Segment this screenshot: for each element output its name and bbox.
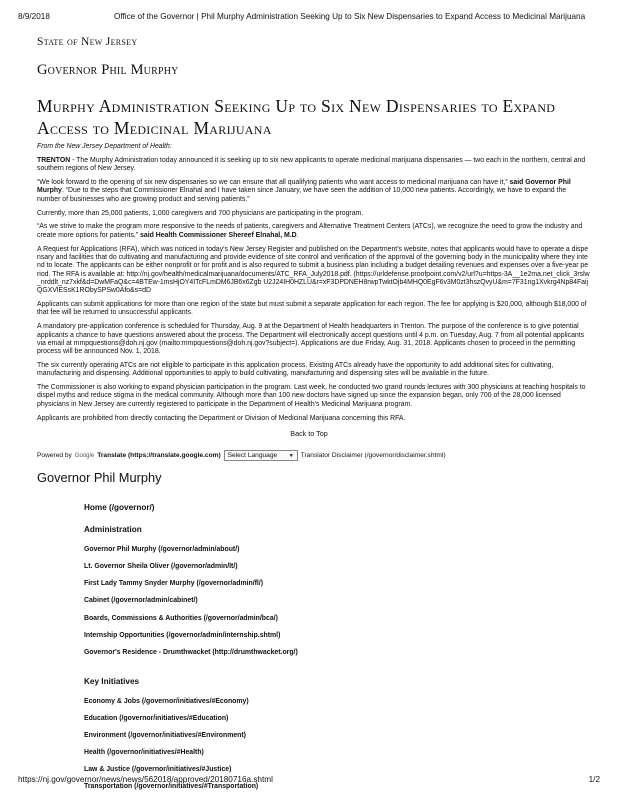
article-headline: Murphy Administration Seeking Up to Six New Dispensaries to Expand Access to Medicinal Marijuana [37,96,556,138]
quote-text: “As we strive to make the program more responsive to the needs of patients, caregivers and Alternative Treatment Centers (ATCs), we recognize the need to grow the industry and create more options for patients,” [37,223,583,239]
nav-admin-item[interactable]: Governor's Residence - Drumthwacket (http://drumthwacket.org/) [84,649,298,656]
quote-attribution: said Governor Phil Murphy [37,179,571,195]
translate-bar [37,450,590,461]
article-paragraph-1 [37,157,590,174]
paragraph-text: - The Murphy Administration today announced it is seeking up to six new applicants to operate medicinal marijuana dispensaries — two each in the northern, central and southern regions of New Jersey. [37,156,586,173]
print-header [18,12,600,21]
state-of-new-jersey-link[interactable]: State of New Jersey [37,36,138,48]
article-body [37,143,590,429]
article-paragraph-4 [37,223,590,240]
article-paragraph-8: The six currently operating ATCs are not eligible to participate in this application process. Existing ATCs already have the opportunity to add additional sites for cultivating, manufacturing and dispensing. Additional opportunities to apply to build cultivating, manufacturing and dispensing sites will be available in the future. [37,361,554,378]
print-title: Office of the Governor | Phil Murphy Administration Seeking Up to Six New Dispensaries to Expand Access to Medicinal Marijuana [114,12,586,21]
nav-admin-item[interactable]: Lt. Governor Sheila Oliver (/governor/admin/lt/) [84,563,238,570]
page-number: 1/2 [588,775,600,784]
nav-admin-item[interactable]: Governor Phil Murphy (/governor/admin/about/) [84,546,240,553]
nav-administration-heading: Administration [84,525,142,534]
article-paragraph-7: A mandatory pre-application conference is scheduled for Thursday, Aug. 9 at the Department of Health headquarters in Trenton. The purpose of the conference is to give potential applicants a chance to have questions answered about the process. The Department will electronically accept questions until 4 p.m. on Tuesday, Aug. 7 from all potential applicants via email at mmpquestions@doh.nj.gov (mailto:mmpquestions@doh.nj.gov?subject=). Applications are due Friday, Aug. 31, 2018. Applicants chosen to proceed in the permitting process will be announced Nov. 1, 2018. [37,323,585,356]
print-date: 8/9/2018 [18,12,50,21]
nav-admin-item[interactable]: Boards, Commissions & Authorities (/governor/admin/bca/) [84,615,278,622]
nav-admin-item[interactable]: First Lady Tammy Snyder Murphy (/governor/admin/fl/) [84,580,264,587]
nav-admin-item[interactable]: Cabinet (/governor/admin/cabinet/) [84,597,198,604]
language-select[interactable] [224,450,298,461]
article-paragraph-9: The Commissioner is also working to expand physician participation in the program. Last week, he conducted two grand rounds lectures with 300 physicians at teaching hospitals to dispel myths and reduce stigma in the medical community. Although more than 100 new doctors have signed up since the expansion began, only 700 of the 28,000 licensed physicians in New Jersey are currently registered to participate in the Department of Health's Medicinal Marijuana program. [37,384,586,408]
article-paragraph-5: A Request for Applications (RFA), which was noticed in today's New Jersey Register and published on the Department's website, notes that applicants would have to operate a dispensary and facilities that do cultivating and manufacturing and provide evidence of site control and verification of the approval of the governing body in the municipality where they intend to locate. The applicants can be either nonprofit or for profit and is also required to submit a business plan including a budget detailing revenues and expenses over a five-year period. The RFA is available at: http://nj.gov/health/medicalmarijuana/documents/ATC_RFA_July2018.pdf. (https://urldefense.proofpoint.com/v2/url?u=https-3A__1e2ma.net_click_3rslw_nrddlt_nz7xkf&d=DwMFaQ&c=4BTEw-1msHjOY4ITcFLmDM6JB6x6Zgb U2J24IH0HZLU&r=xF3DPDNEH8rwpTwktOjb4MHQ0EgF6v3M0zt3hszQvyU&m=7F31ng1Xvkrg4Np84FaijQGXVlESsK1RObySPSw0Afo&s=dD [37,245,590,295]
nav-initiative-item[interactable]: Health (/governor/initiatives/#Health) [84,749,204,756]
nav-initiative-item[interactable]: Transportation (/governor/initiatives/#Transportation) [84,783,259,790]
quote-text: “We look forward to the opening of six new dispensaries so we can ensure that all qualifying patients who want access to medicinal marijuana can have it,” [37,179,508,187]
article-paragraph-10: Applicants are prohibited from directly contacting the Department or Division of Medicinal Marijuana concerning this RFA. [37,414,406,422]
translator-disclaimer-link[interactable]: Translator Disclaimer (/governor/disclaimer.shtml) [300,452,446,459]
nav-initiative-item[interactable]: Economy & Jobs (/governor/initiatives/#Economy) [84,698,249,705]
article-source: From the New Jersey Department of Health: [37,143,172,150]
dateline: TRENTON [37,156,71,164]
google-logo-icon: Google [74,452,95,459]
dropdown-arrow-icon: ▼ [288,452,294,459]
article-paragraph-3: Currently, more than 25,000 patients, 1,000 caregivers and 700 physicians are participating in the program. [37,209,364,217]
nav-initiative-item[interactable]: Law & Justice (/governor/initiatives/#Justice) [84,766,232,773]
print-footer [18,775,600,784]
nav-home-link[interactable]: Home (/governor/) [84,503,155,512]
nav-admin-item[interactable]: Internship Opportunities (/governor/admin/internship.shtml) [84,632,281,639]
article-paragraph-2 [37,179,590,204]
governor-site-title[interactable]: Governor Phil Murphy [37,62,179,78]
nav-key-initiatives-heading: Key Initiatives [84,677,140,686]
print-url: https://nj.gov/governor/news/news/562018/approved/20180716a.shtml [18,775,273,784]
nav-initiative-item[interactable]: Education (/governor/initiatives/#Education) [84,715,229,722]
powered-by-label: Powered by [37,452,72,459]
quote-attribution: said Health Commissioner Shereef Elnahal, M.D [138,231,297,239]
article-paragraph-6: Applicants can submit applications for more than one region of the state but must submit a separate application for each region. The fee for applying is $20,000, although $18,000 of that fee will be returned to unsuccessful applicants. [37,301,587,317]
paragraph-text: . “Due to the steps that Commissioner Elnahal and I have taken since January, we have seen the addition of 10,000 new patients. Accordingly, we have to expand the number of businesses who are growing product and serving patients.” [37,187,567,203]
paragraph-text: . [296,231,299,239]
language-select-value: Select Language [227,452,278,459]
footer-governor-title: Governor Phil Murphy [37,470,162,485]
google-translate-link[interactable]: Translate (https://translate.google.com) [97,452,221,459]
back-to-top-link[interactable]: Back to Top [290,429,328,438]
nav-initiative-item[interactable]: Environment (/governor/initiatives/#Environment) [84,732,246,739]
